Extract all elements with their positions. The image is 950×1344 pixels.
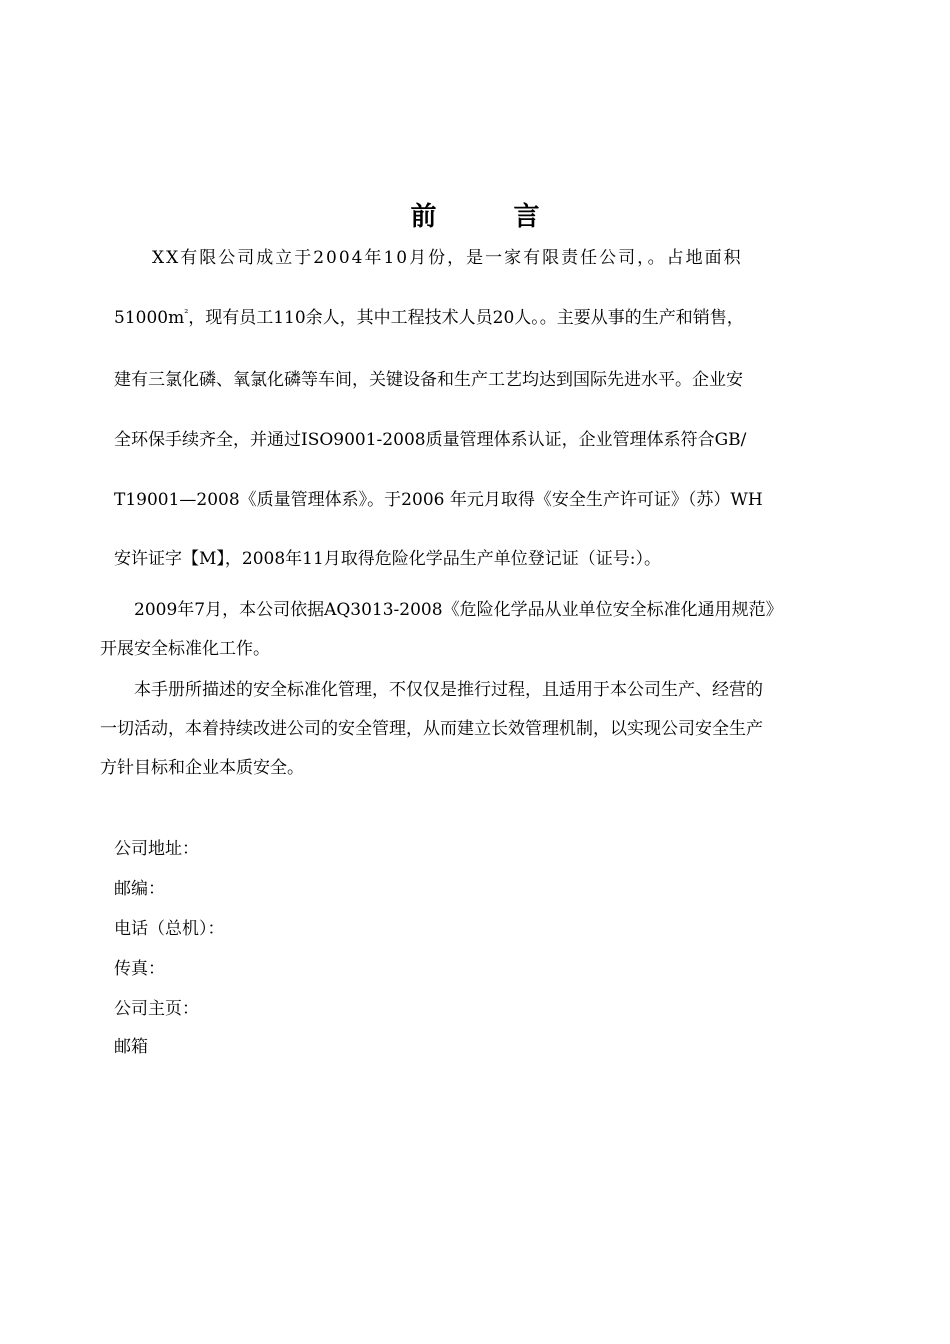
intro-line-4: 全环保手续齐全，并通过ISO9001-2008质量管理体系认证，企业管理体系符合GB/	[114, 430, 747, 450]
email-label: 邮箱	[114, 1037, 148, 1057]
paragraph3-line-1: 本手册所描述的安全标准化管理，不仅仅是推行过程，且适用于本公司生产、经营的	[134, 680, 763, 700]
intro-line-5: T19001—2008《质量管理体系》。于2006 年元月取得《安全生产许可证》（苏）WH	[114, 490, 763, 510]
intro-line-6: 安许证字【M】，2008年11月取得危险化学品生产单位登记证（证号:）。	[114, 549, 662, 569]
postcode-label: 邮编：	[114, 879, 165, 899]
homepage-label: 公司主页：	[114, 999, 199, 1019]
paragraph3-line-3: 方针目标和企业本质安全。	[100, 758, 304, 778]
paragraph2-line-1: 2009年7月，本公司依据AQ3013-2008《危险化学品从业单位安全标准化通用规范》	[134, 600, 783, 620]
paragraph2-line-2: 开展安全标准化工作。	[100, 639, 270, 659]
page-title: 前 言	[410, 202, 574, 232]
area-value: 51000m	[114, 308, 185, 328]
intro-line-2-rest: ，现有员工110余人，其中工程技术人员20人。。主要从事的生产和销售，	[188, 308, 744, 328]
phone-label: 电话（总机）：	[114, 919, 225, 939]
intro-line-1: XX有限公司成立于2004年10月份，是一家有限责任公司，。占地面积	[152, 248, 743, 268]
fax-label: 传真：	[114, 959, 165, 979]
intro-line-2	[114, 303, 744, 328]
area-unit-exponent: ²	[184, 308, 189, 320]
company-address-label: 公司地址：	[114, 839, 199, 859]
intro-line-3: 建有三氯化磷、氧氯化磷等车间，关键设备和生产工艺均达到国际先进水平。企业安	[114, 370, 743, 390]
paragraph3-line-2: 一切活动，本着持续改进公司的安全管理，从而建立长效管理机制，以实现公司安全生产	[100, 719, 763, 739]
